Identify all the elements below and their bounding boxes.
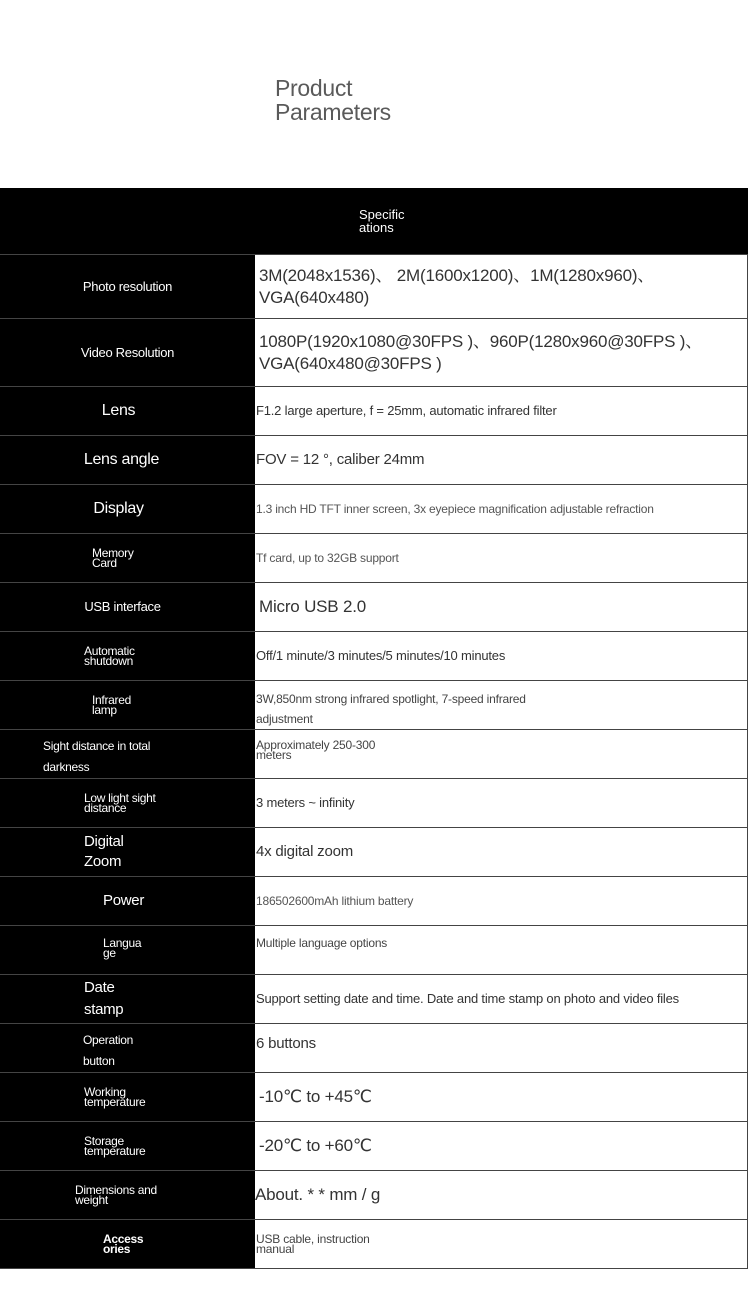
- row-label: [0, 877, 255, 925]
- table-row: [0, 1121, 748, 1170]
- row-label: [0, 926, 255, 974]
- row-value-text: Approximately 250-300 meters: [256, 738, 376, 762]
- title-line-1: Product: [275, 75, 353, 101]
- row-label-text: Infrared lamp: [92, 693, 131, 717]
- spec-table: [0, 188, 748, 1269]
- row-value: [255, 828, 748, 876]
- row-value-text: 6 buttons: [256, 1035, 316, 1052]
- row-label: [0, 730, 255, 778]
- row-value-text: About. * * mm / g: [255, 1185, 381, 1204]
- row-value-text: 4x digital zoom: [256, 843, 354, 860]
- table-row: [0, 631, 748, 680]
- row-value-text: 3M(2048x1536)、 2M(1600x1200)、1M(1280x960)、VGA(640x480): [259, 265, 655, 307]
- row-value: [255, 1220, 748, 1268]
- row-value-text: 1080P(1920x1080@30FPS )、960P(1280x960@30FPS )、VGA(640x480@30FPS ): [259, 331, 703, 373]
- row-value: [255, 387, 748, 435]
- table-row: [0, 827, 748, 876]
- row-value-text: Support setting date and time. Date and time stamp on photo and video files: [256, 991, 679, 1006]
- row-label: [0, 1024, 255, 1072]
- row-label-text: Automatic shutdown: [84, 644, 135, 668]
- row-value-text: 1.3 inch HD TFT inner screen, 3x eyepiece magnification adjustable refraction: [256, 502, 654, 516]
- row-value: [255, 1073, 748, 1121]
- row-value-text: Multiple language options: [256, 936, 388, 950]
- row-label-text: Storage temperature: [84, 1134, 146, 1158]
- table-row: [0, 1023, 748, 1072]
- row-label: [0, 681, 255, 729]
- row-value-text: F1.2 large aperture, f = 25mm, automatic infrared filter: [256, 403, 557, 418]
- row-value-text: Tf card, up to 32GB support: [256, 551, 399, 565]
- row-label: [0, 779, 255, 827]
- title-line-2: Parameters: [275, 99, 391, 125]
- row-label: [0, 828, 255, 876]
- row-label-text: Memory Card: [92, 546, 134, 570]
- table-row: [0, 254, 748, 318]
- row-value: [255, 926, 748, 974]
- row-value: [255, 730, 748, 778]
- row-label-text: Video Resolution: [80, 344, 175, 360]
- table-row: [0, 582, 748, 631]
- row-label-text: Dimensions and weight: [75, 1183, 157, 1207]
- row-label-text: Lens: [101, 402, 136, 419]
- table-row: [0, 1072, 748, 1121]
- row-label-text: Digital Zoom: [84, 833, 124, 870]
- row-value: [255, 534, 748, 582]
- row-value: [255, 877, 748, 925]
- row-label-text: Lens angle: [83, 451, 160, 468]
- table-row: [0, 680, 748, 729]
- row-value: [255, 1024, 748, 1072]
- row-value: [255, 632, 748, 680]
- row-label-text: Low light sight distance: [84, 791, 156, 815]
- table-row: [0, 386, 748, 435]
- row-value: [255, 1171, 748, 1219]
- table-row: [0, 1170, 748, 1219]
- row-value: [255, 975, 748, 1023]
- table-row: [0, 729, 748, 778]
- header-line-2: ations: [359, 220, 394, 235]
- table-row: [0, 974, 748, 1023]
- table-row: [0, 778, 748, 827]
- row-label: [0, 583, 255, 631]
- row-value-text: Micro USB 2.0: [259, 597, 366, 616]
- row-value: [255, 779, 748, 827]
- row-label: [0, 436, 255, 484]
- row-value: [255, 319, 748, 386]
- row-value: [255, 436, 748, 484]
- row-label-text: Display: [93, 500, 144, 517]
- row-label-text: Access ories: [103, 1232, 144, 1256]
- row-value: [255, 1122, 748, 1170]
- row-label-text: Operation button: [83, 1033, 133, 1068]
- row-value-text: USB cable, instruction manual: [256, 1232, 370, 1256]
- row-value: [255, 583, 748, 631]
- row-label: [0, 319, 255, 386]
- row-label: [0, 1073, 255, 1121]
- row-label: [0, 632, 255, 680]
- table-row: [0, 876, 748, 925]
- row-label-text: USB interface: [84, 599, 161, 614]
- table-row: [0, 925, 748, 974]
- row-value: [255, 485, 748, 533]
- row-value-text: Off/1 minute/3 minutes/5 minutes/10 minutes: [256, 648, 506, 663]
- table-row: [0, 484, 748, 533]
- row-label-text: Langua ge: [103, 936, 142, 960]
- table-row: [0, 318, 748, 386]
- row-label: [0, 975, 255, 1023]
- row-value-text: FOV = 12 °, caliber 24mm: [256, 451, 425, 468]
- row-value-text: 3 meters ~ infinity: [256, 795, 355, 810]
- row-label-text: Sight distance in total darkness: [43, 739, 151, 774]
- table-row: [0, 533, 748, 582]
- row-label-text: Date stamp: [84, 979, 124, 1018]
- row-label: [0, 255, 255, 318]
- row-label-text: Working temperature: [84, 1085, 146, 1109]
- row-label-text: Power: [103, 892, 145, 909]
- row-label: [0, 485, 255, 533]
- row-label: [0, 387, 255, 435]
- header-line-1: Specific: [359, 207, 405, 222]
- row-label: [0, 1171, 255, 1219]
- row-label: [0, 1220, 255, 1268]
- row-value-text: -10℃ to +45℃: [259, 1087, 372, 1106]
- table-row: [0, 1219, 748, 1269]
- row-label: [0, 1122, 255, 1170]
- row-value: [255, 681, 748, 729]
- row-value-text: 3W,850nm strong infrared spotlight, 7-speed infrared adjustment: [256, 692, 526, 726]
- row-label: [0, 534, 255, 582]
- table-row: [0, 435, 748, 484]
- table-header-label: [359, 208, 419, 234]
- row-value: [255, 255, 748, 318]
- row-value-text: 186502600mAh lithium battery: [256, 894, 414, 908]
- page-title: [275, 76, 391, 124]
- table-header: [0, 188, 748, 254]
- row-value-text: -20℃ to +60℃: [259, 1136, 372, 1155]
- row-label-text: Photo resolution: [82, 278, 173, 294]
